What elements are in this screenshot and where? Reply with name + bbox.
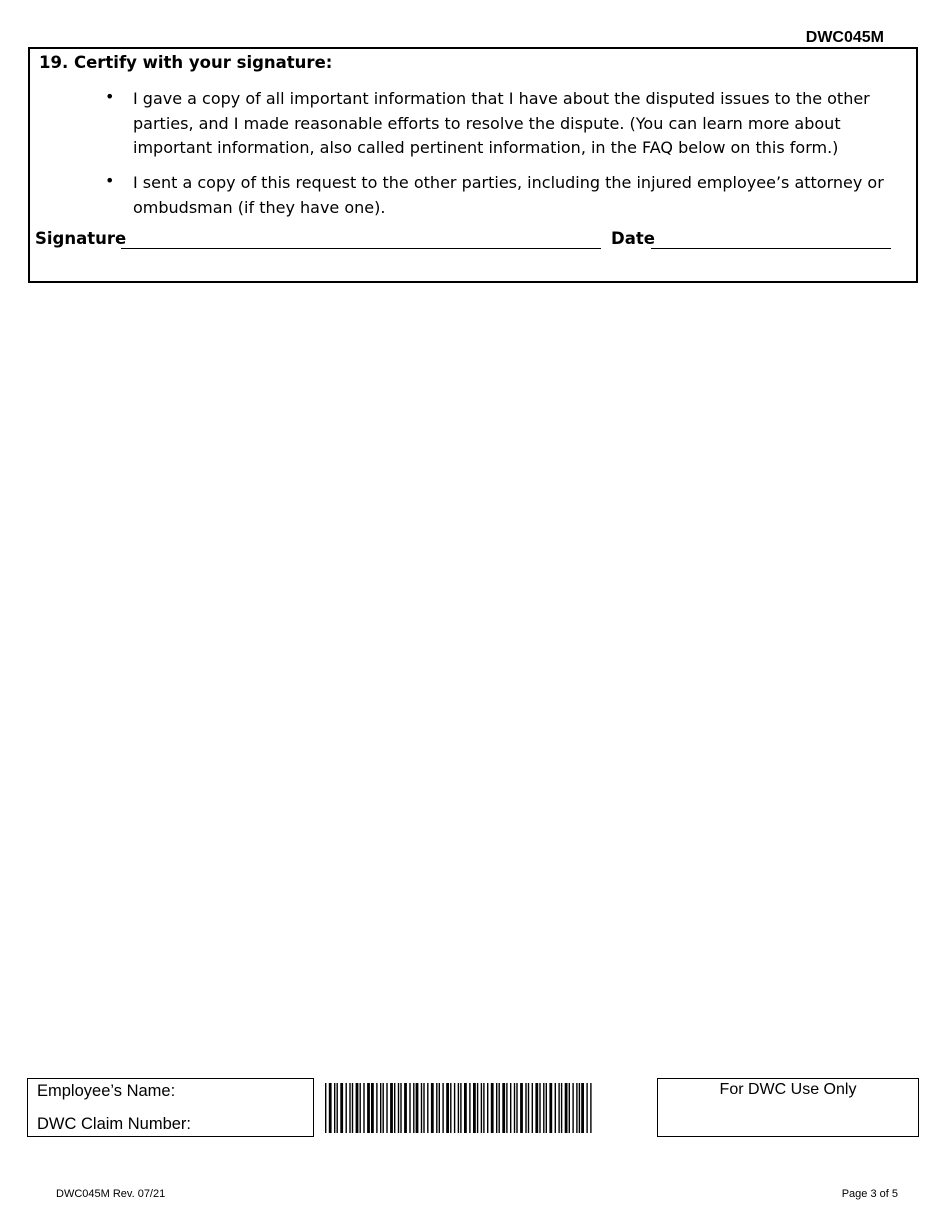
barcode-bar <box>431 1083 434 1133</box>
certification-statement-1: I gave a copy of all important information that I have about the disputed issues to the other parties, and I made reasonable efforts to resolve the dispute. (You can learn more about important information, also called pertinent information, in the FAQ below on this form.) <box>133 89 870 157</box>
employee-info-box <box>27 1078 314 1137</box>
barcode-bar <box>549 1083 552 1133</box>
employee-name-label: Employee’s Name: <box>37 1082 176 1100</box>
barcode-bar <box>390 1083 393 1133</box>
barcode-bar <box>590 1083 591 1133</box>
signature-row <box>35 229 895 253</box>
barcode-bar <box>352 1083 353 1133</box>
barcode-bar <box>409 1083 410 1133</box>
certification-statement-2: I sent a copy of this request to the other parties, including the injured employee’s attorney or ombudsman (if they have one). <box>133 173 884 217</box>
barcode-bar <box>340 1083 343 1133</box>
barcode-bar <box>380 1083 381 1133</box>
form-id: DWC045M <box>805 29 884 46</box>
dwc-use-label: For DWC Use Only <box>719 1081 857 1098</box>
barcode-bar <box>460 1083 461 1133</box>
barcode-bar <box>532 1083 533 1133</box>
bullet-icon: • <box>105 87 115 106</box>
barcode-bar <box>404 1083 407 1133</box>
barcode-bar <box>334 1083 335 1133</box>
barcode-bar <box>464 1083 467 1133</box>
barcode-bar <box>349 1083 350 1133</box>
barcode-bar <box>565 1083 568 1133</box>
barcode-bar <box>337 1083 338 1133</box>
barcode-bar <box>510 1083 511 1133</box>
barcode-bar <box>502 1083 505 1133</box>
section-title: 19. Certify with your signature: <box>39 53 333 72</box>
barcode-bar <box>346 1083 347 1133</box>
barcode-bar <box>487 1083 488 1133</box>
barcode-bar <box>421 1083 422 1133</box>
form-revision: DWC045M Rev. 07/21 <box>56 1188 166 1200</box>
barcode-bar <box>569 1083 570 1133</box>
barcode <box>324 1083 644 1133</box>
barcode-bar <box>436 1083 437 1133</box>
barcode-bar <box>516 1083 517 1133</box>
barcode-bar <box>539 1083 540 1133</box>
barcode-bar <box>546 1083 547 1133</box>
barcode-bar <box>525 1083 526 1133</box>
barcode-bar <box>363 1083 364 1133</box>
dwc-use-box <box>657 1078 919 1137</box>
barcode-bar <box>446 1083 449 1133</box>
barcode-bar <box>442 1083 443 1133</box>
barcode-bar <box>586 1083 587 1133</box>
signature-field[interactable] <box>121 248 601 249</box>
claim-number-label: DWC Claim Number: <box>37 1115 192 1133</box>
barcode-bar <box>454 1083 455 1133</box>
barcode-bar <box>473 1083 476 1133</box>
certification-section <box>28 47 918 283</box>
barcode-bar <box>383 1083 384 1133</box>
barcode-bar <box>423 1083 424 1133</box>
barcode-bar <box>581 1083 584 1133</box>
barcode-bar <box>416 1083 419 1133</box>
barcode-bar <box>398 1083 399 1133</box>
barcode-bar <box>520 1083 523 1133</box>
barcode-bar <box>376 1083 377 1133</box>
barcode-bar <box>427 1083 428 1133</box>
barcode-bar <box>394 1083 395 1133</box>
barcode-bar <box>400 1083 401 1133</box>
barcode-bar <box>561 1083 562 1133</box>
barcode-bar <box>329 1083 332 1133</box>
page-number: Page 3 of 5 <box>841 1188 898 1200</box>
barcode-bar <box>325 1083 326 1133</box>
barcode-bar <box>499 1083 500 1133</box>
barcode-bar <box>458 1083 459 1133</box>
barcode-bar <box>496 1083 497 1133</box>
barcode-bar <box>558 1083 559 1133</box>
barcode-bar <box>469 1083 470 1133</box>
barcode-bar <box>386 1083 387 1133</box>
barcode-bar <box>528 1083 529 1133</box>
date-label: Date <box>611 229 655 248</box>
barcode-bar <box>555 1083 556 1133</box>
barcode-bar <box>481 1083 482 1133</box>
date-field[interactable] <box>651 248 891 249</box>
barcode-bar <box>514 1083 515 1133</box>
barcode-bar <box>506 1083 507 1133</box>
barcode-bar <box>543 1083 544 1133</box>
barcode-bar <box>579 1083 580 1133</box>
barcode-bar <box>413 1083 414 1133</box>
barcode-bar <box>477 1083 478 1133</box>
barcode-bar <box>367 1083 370 1133</box>
barcode-bar <box>450 1083 451 1133</box>
barcode-bar <box>439 1083 440 1133</box>
signature-label: Signature <box>35 229 127 248</box>
barcode-bar <box>491 1083 494 1133</box>
bullet-icon: • <box>105 171 115 190</box>
barcode-bar <box>360 1083 361 1133</box>
barcode-bar <box>576 1083 577 1133</box>
barcode-bar <box>371 1083 374 1133</box>
barcode-bar <box>535 1083 538 1133</box>
barcode-bar <box>572 1083 573 1133</box>
barcode-bar <box>483 1083 484 1133</box>
barcode-bar <box>356 1083 359 1133</box>
